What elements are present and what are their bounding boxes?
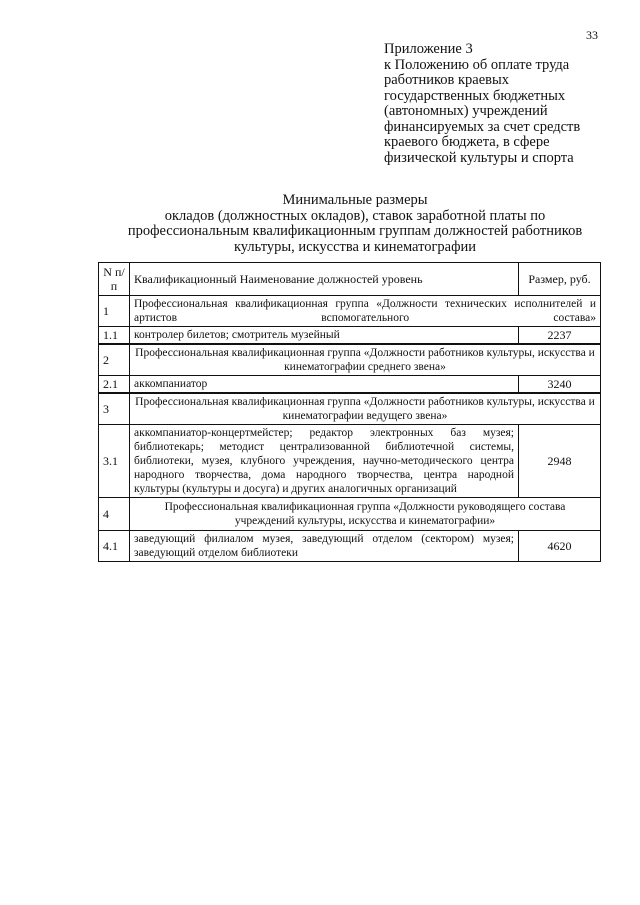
row-text: аккомпаниатор — [130, 376, 519, 394]
row-value: 4620 — [519, 531, 601, 562]
appendix-line: Приложение 3 — [384, 41, 473, 57]
row-num: 3.1 — [99, 425, 130, 498]
page-number: 33 — [586, 28, 598, 42]
group-title: Профессиональная квалификационная группа «Должности руководящего состава учреждений культуры, искусства и кинематографии» — [130, 498, 601, 531]
row-text: заведующий филиалом музея, заведующий отделом (сектором) музея; заведующий отделом библиотеки — [130, 531, 519, 562]
title-line: окладов (должностных окладов), ставок заработной платы по — [164, 207, 546, 224]
row-value: 3240 — [519, 376, 601, 394]
row-num: 3 — [99, 393, 130, 425]
appendix-line: физической культуры и спорта — [384, 149, 574, 166]
appendix-line: (автономных) учреждений — [384, 103, 548, 119]
row-num: 4 — [99, 498, 130, 531]
table-row — [99, 498, 601, 531]
table-row — [99, 425, 601, 498]
row-value: 2237 — [519, 327, 601, 345]
group-title: Профессиональная квалификационная группа «Должности работников культуры, искусства и кинематографии среднего звена» — [130, 344, 601, 376]
appendix-header — [384, 42, 624, 166]
table-row — [99, 531, 601, 562]
table-row — [99, 376, 601, 394]
row-num: 4.1 — [99, 531, 130, 562]
appendix-line: государственных бюджетных — [384, 87, 566, 104]
salary-table — [98, 262, 601, 562]
table-header-row — [99, 263, 601, 296]
title-line: культуры, искусства и кинематографии — [233, 238, 477, 255]
appendix-line: финансируемых за счет средств — [384, 118, 581, 135]
document-title — [100, 193, 610, 255]
table-row — [99, 327, 601, 345]
row-num: 1 — [99, 296, 130, 327]
row-value: 2948 — [519, 425, 601, 498]
group-title: Профессиональная квалификационная группа «Должности работников культуры, искусства и кинематографии ведущего звена» — [130, 393, 601, 425]
group-title: Профессиональная квалификационная группа «Должности технических исполнителей и артистов вспомогательного состава» — [130, 296, 601, 327]
header-size: Размер, руб. — [519, 263, 601, 296]
table-row — [99, 344, 601, 376]
table-row — [99, 393, 601, 425]
table-row — [99, 296, 601, 327]
appendix-line: работников краевых — [384, 72, 510, 88]
row-text: контролер билетов; смотритель музейный — [130, 327, 519, 345]
row-text: аккомпаниатор-концертмейстер; редактор электронных баз музея; библиотекарь; методист централизованной библиотечной системы, библиотеки, музея, клубного учреждения, научно-методического центра народного творчества, дома народного творчества, центра народной культуры (культуры и досуга) и других аналогичных организаций — [130, 425, 519, 498]
appendix-line: краевого бюджета, в сфере — [384, 134, 550, 150]
title-line: профессиональным квалификационным группам должностей работников — [127, 223, 583, 239]
header-name: Квалификационный Наименование должностей уровень — [130, 263, 519, 296]
row-num: 1.1 — [99, 327, 130, 345]
row-num: 2 — [99, 344, 130, 376]
appendix-line: к Положению об оплате труда — [384, 56, 570, 73]
row-num: 2.1 — [99, 376, 130, 394]
title-line: Минимальные размеры — [282, 192, 428, 208]
header-num: N п/п — [99, 263, 130, 296]
